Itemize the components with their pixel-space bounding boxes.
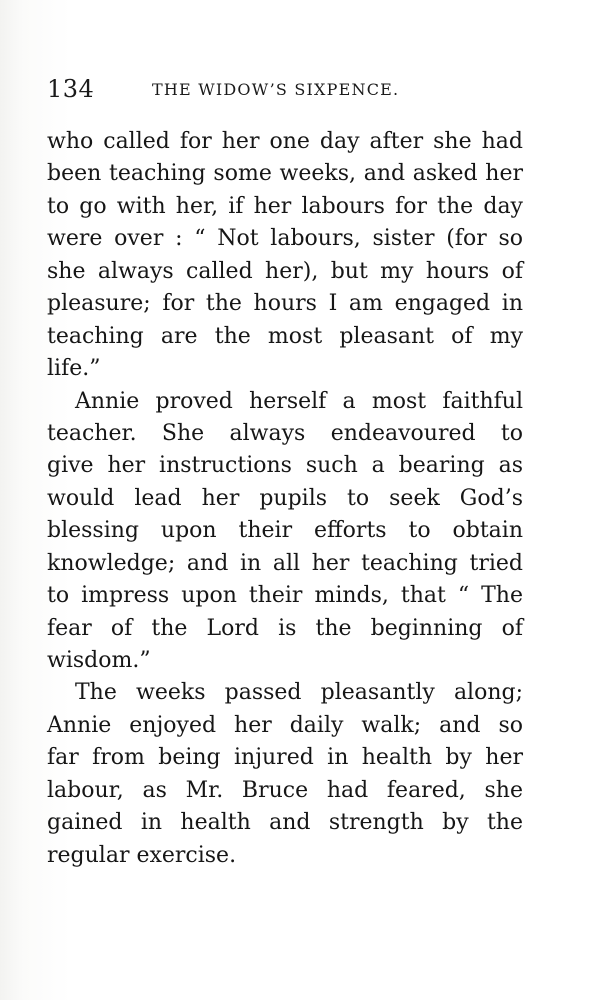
text-line: teacher. She always endeavoured to <box>47 420 523 446</box>
text-line: to impress upon their minds, that “ The <box>47 583 523 609</box>
text-line: would lead her pupils to seek God’s <box>47 485 523 511</box>
paragraph-3 <box>47 677 523 872</box>
text-line: who called for her one day after she had <box>47 129 523 154</box>
text-line: The weeks passed pleasantly along; <box>75 680 523 706</box>
text-line: far from being injured in health by her <box>47 745 523 771</box>
text-line: regular exercise. <box>47 842 237 868</box>
running-head <box>47 74 527 104</box>
text-line: were over : “ Not labours, sister (for so <box>47 226 523 252</box>
text-line: blessing upon their efforts to obtain <box>47 518 523 544</box>
text-line: to go with her, if her labours for the day <box>47 193 523 219</box>
page-number: 134 <box>47 75 95 103</box>
text-line: gained in health and strength by the <box>47 810 523 836</box>
text-line: Annie enjoyed her daily walk; and so <box>47 712 523 738</box>
text-line: wisdom.” <box>47 648 151 673</box>
text-line: knowledge; and in all her teaching tried <box>47 550 523 576</box>
text-line: teaching are the most pleasant of my <box>47 323 523 349</box>
text-line: pleasure; for the hours I am engaged in <box>47 291 523 317</box>
text-line: she always called her), but my hours of <box>47 258 523 284</box>
text-line: labour, as Mr. Bruce had feared, she <box>47 777 523 803</box>
paragraph-2 <box>47 386 523 678</box>
body-text <box>47 126 523 872</box>
paragraph-1 <box>47 126 523 386</box>
text-line: Annie proved herself a most faithful <box>75 388 523 414</box>
text-line: fear of the Lord is the beginning of <box>47 615 523 641</box>
running-title: THE WIDOW’S SIXPENCE. <box>152 80 400 99</box>
text-line: life.” <box>47 356 101 382</box>
text-line: give her instructions such a bearing as <box>47 453 523 479</box>
text-line: been teaching some weeks, and asked her <box>47 161 523 187</box>
